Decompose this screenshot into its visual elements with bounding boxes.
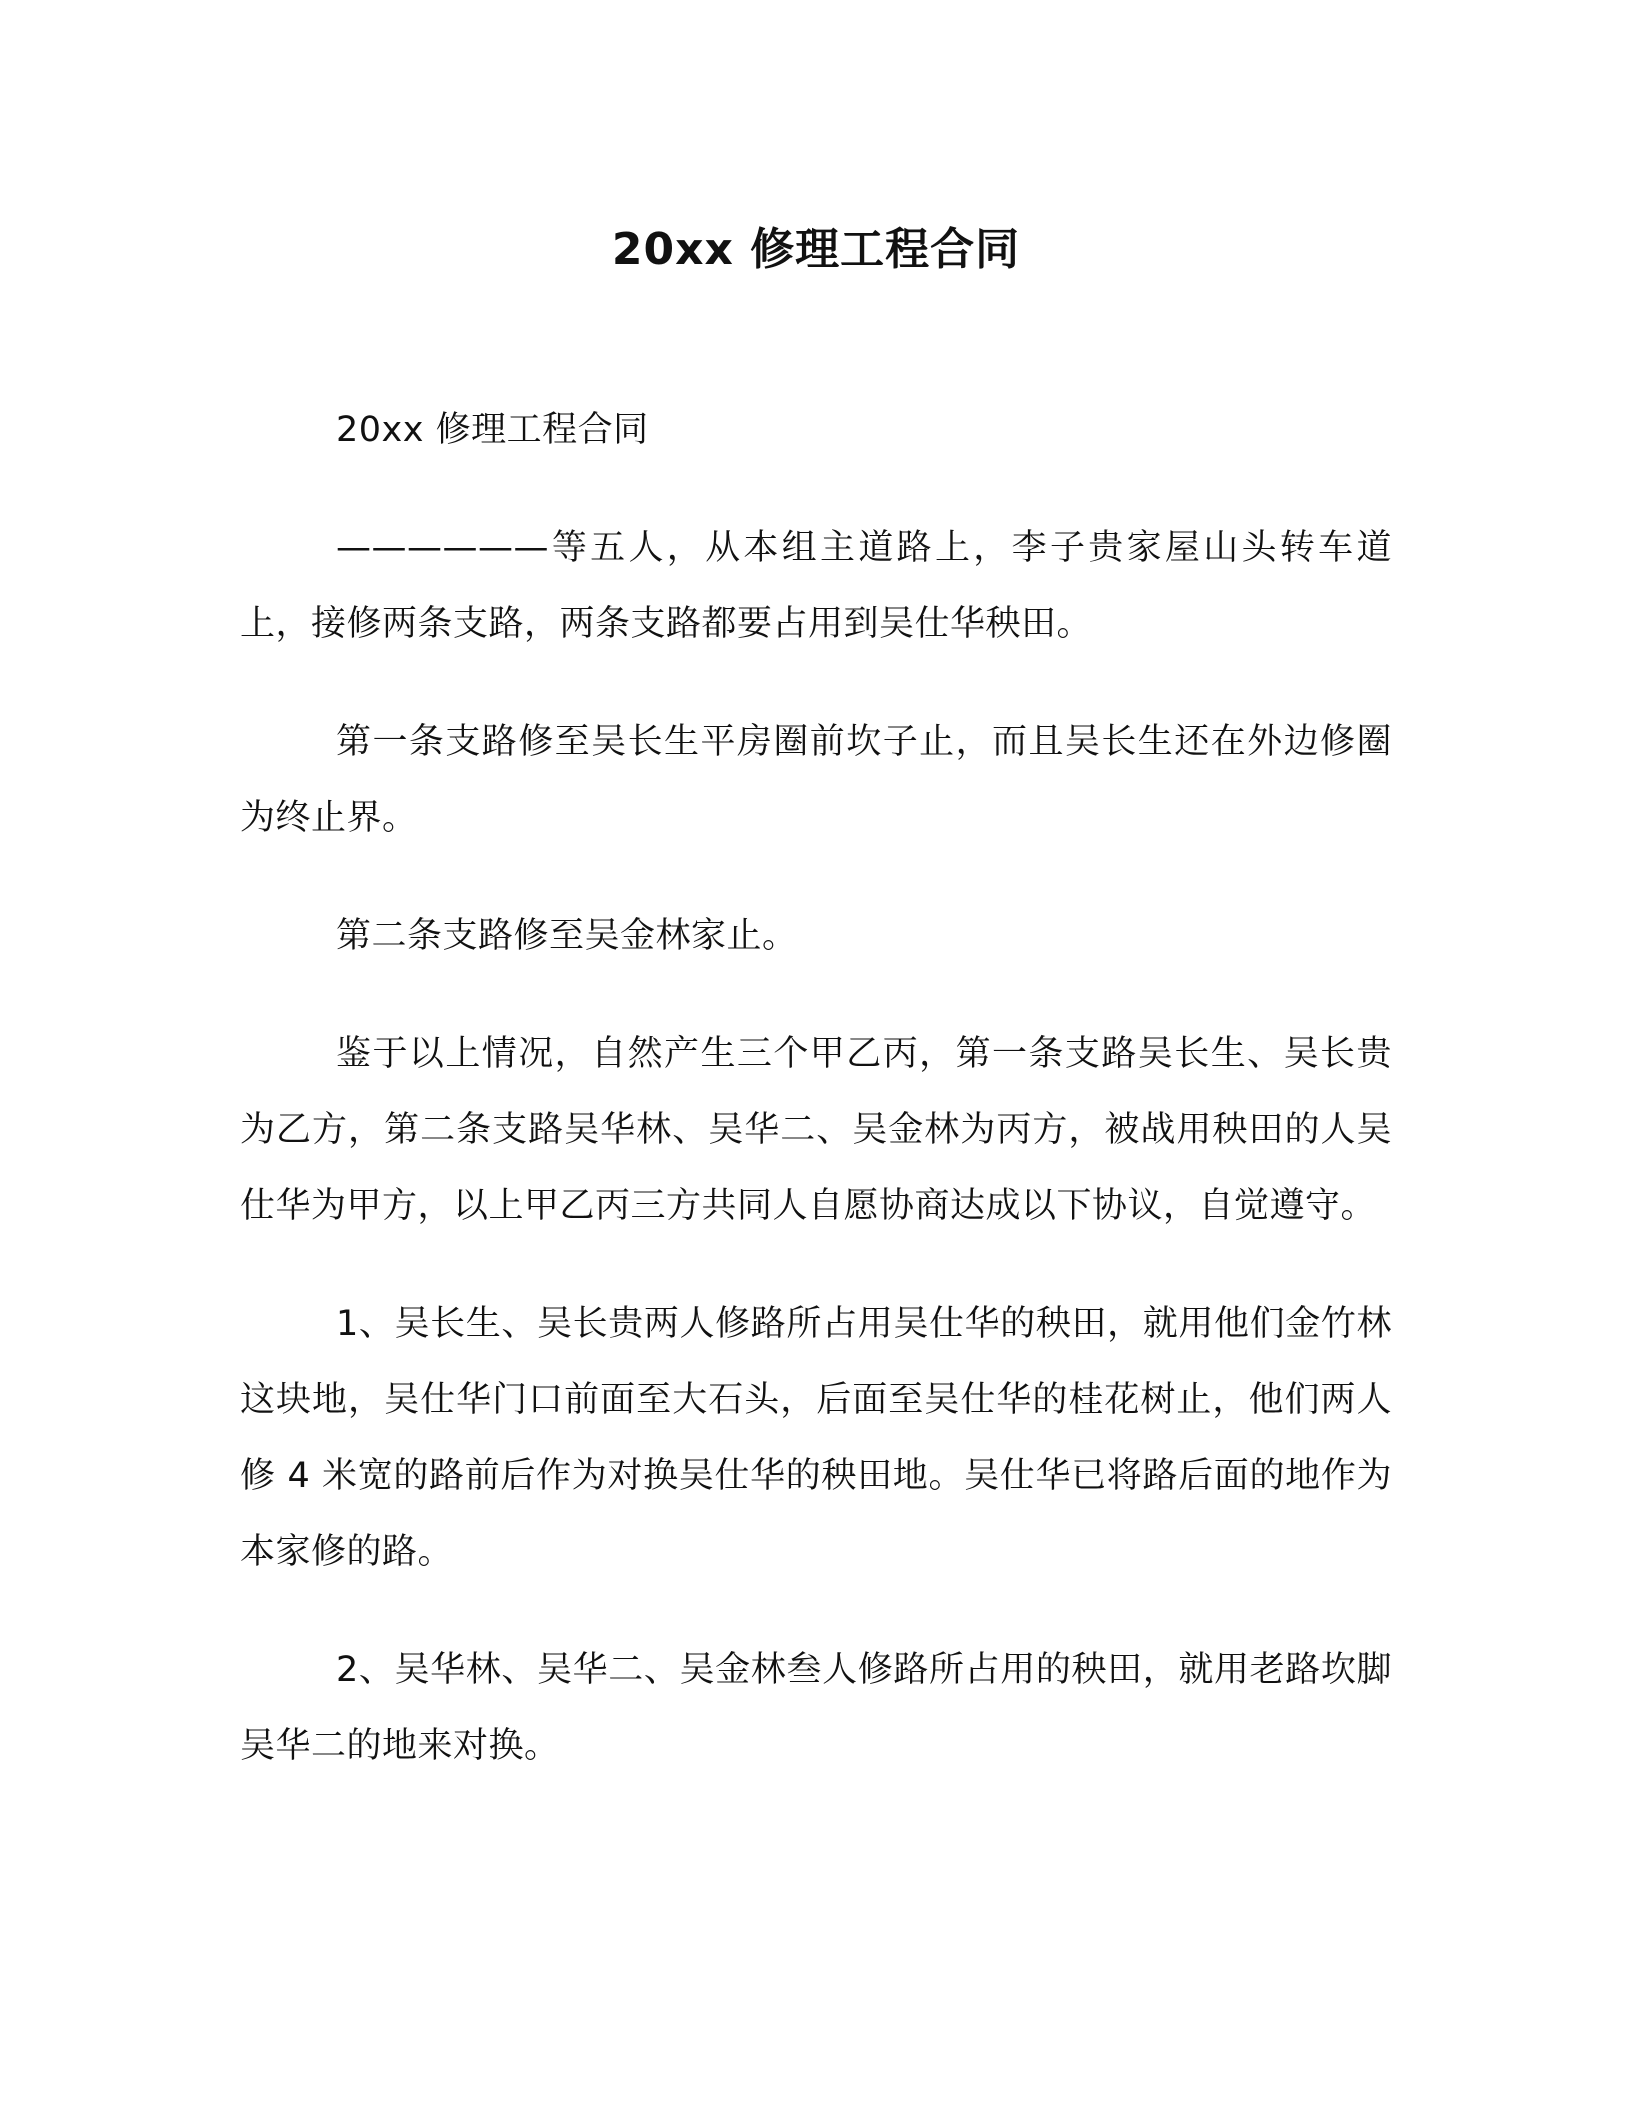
paragraph-heading: 20xx 修理工程合同 xyxy=(336,410,649,450)
paragraph-clause-1: 1、吴长生、吴长贵两人修路所占用吴仕华的秧田，就用他们金竹林这块地，吴仕华门口前面至大石头，后面至吴仕华的桂花树止，他们两人修 4 米宽的路前后作为对换吴仕华的秧田地。吴仕华已将路后面的地作为本家修的路。 xyxy=(240,1304,1392,1572)
paragraph-intro: ——————等五人，从本组主道路上，李子贵家屋山头转车道上，接修两条支路，两条支路都要占用到吴仕华秧田。 xyxy=(240,528,1392,644)
paragraph-second-branch: 第二条支路修至吴金林家止。 xyxy=(336,916,798,956)
paragraph-first-branch: 第一条支路修至吴长生平房圈前坎子止，而且吴长生还在外边修圈为终止界。 xyxy=(240,722,1392,838)
paragraph-clause-2: 2、吴华林、吴华二、吴金林叁人修路所占用的秧田，就用老路坎脚吴华二的地来对换。 xyxy=(240,1650,1392,1766)
paragraph-parties: 鉴于以上情况，自然产生三个甲乙丙，第一条支路吴长生、吴长贵为乙方，第二条支路吴华林、吴华二、吴金林为丙方，被战用秧田的人吴仕华为甲方，以上甲乙丙三方共同人自愿协商达成以下协议，自觉遵守。 xyxy=(240,1034,1392,1226)
document-title: 20xx 修理工程合同 xyxy=(611,224,1021,275)
document-body xyxy=(240,392,1392,1826)
